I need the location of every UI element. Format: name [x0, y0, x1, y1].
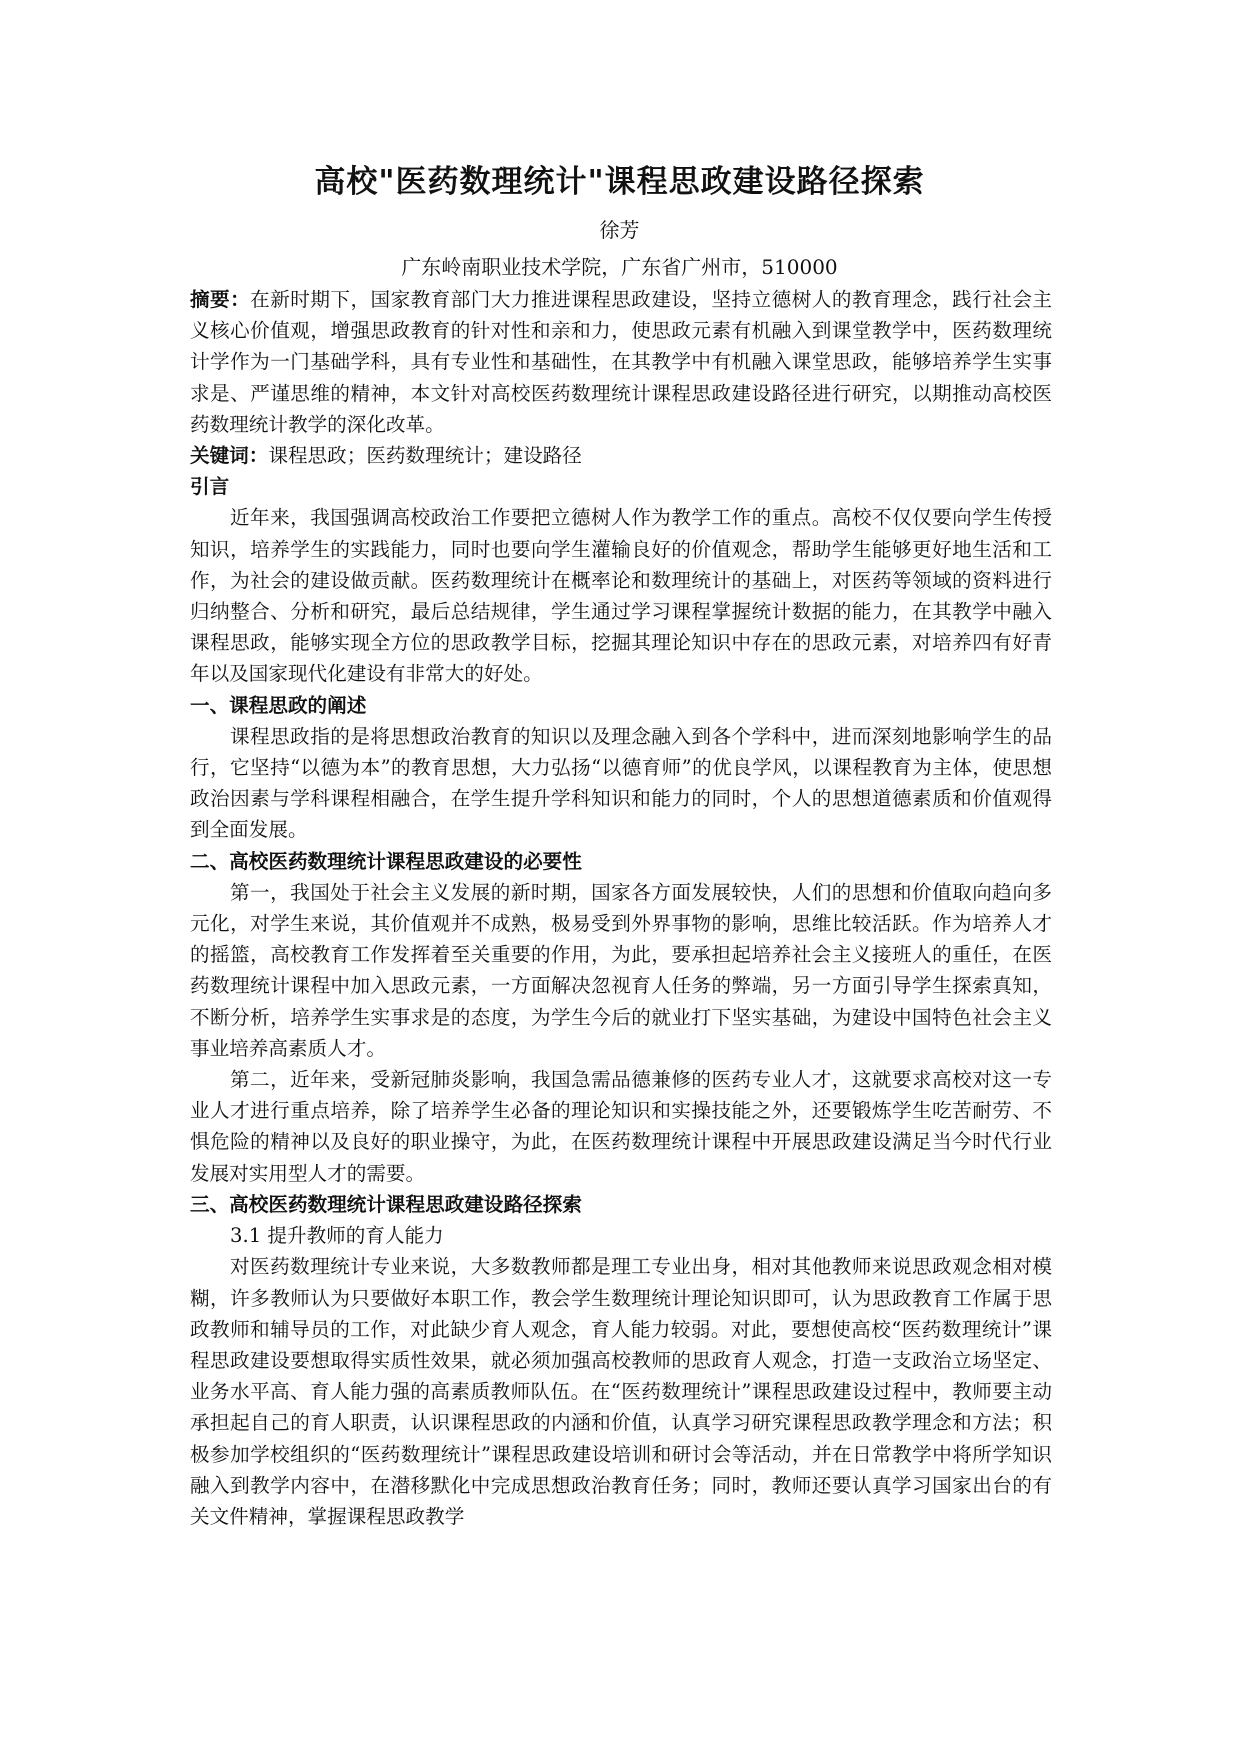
keywords	[190, 440, 1052, 471]
section-2-paragraph-1: 第一，我国处于社会主义发展的新时期，国家各方面发展较快，人们的思想和价值取向趋向多元化，对学生来说，其价值观并不成熟，极易受到外界事物的影响，思维比较活跃。作为培养人才的摇篮，高校教育工作发挥着至关重要的作用，为此，要承担起培养社会主义接班人的重任，在医药数理统计课程中加入思政元素，一方面解决忽视育人任务的弊端，另一方面引导学生探索真知，不断分析，培养学生实事求是的态度，为学生今后的就业打下坚实基础，为建设中国特色社会主义事业培养高素质人才。	[190, 880, 1052, 1060]
section-2-heading: 二、高校医药数理统计课程思政建设的必要性	[190, 849, 582, 873]
subsection-3-1-heading: 3.1 提升教师的育人能力	[230, 1224, 444, 1248]
abstract-text: 在新时期下，国家教育部门大力推进课程思政建设，坚持立德树人的教育理念，践行社会主义核心价值观，增强思政教育的针对性和亲和力，使思政元素有机融入到课堂教学中，医药数理统计学作为一门基础学科，具有专业性和基础性，在其教学中有机融入课堂思政，能够培养学生实事求是、严谨思维的精神，本文针对高校医药数理统计课程思政建设路径进行研究，以期推动高校医药数理统计教学的深化改革。	[190, 288, 1052, 436]
section-2-paragraph-2: 第二，近年来，受新冠肺炎影响，我国急需品德兼修的医药专业人才，这就要求高校对这一专业人才进行重点培养，除了培养学生必备的理论知识和实操技能之外，还要锻炼学生吃苦耐劳、不惧危险的精神以及良好的职业操守，为此，在医药数理统计课程中开展思政建设满足当今时代行业发展对实用型人才的需要。	[190, 1068, 1052, 1185]
keywords-label: 关键词：	[190, 444, 269, 468]
author-affiliation: 广东岭南职业技术学院，广东省广州市，510000	[401, 255, 838, 279]
author-name: 徐芳	[599, 218, 640, 242]
subsection-3-1-paragraph: 对医药数理统计专业来说，大多数教师都是理工专业出身，相对其他教师来说思政观念相对模糊，许多教师认为只要做好本职工作，教会学生数理统计理论知识即可，认为思政教育工作属于思政教师和辅导员的工作，对此缺少育人观念，育人能力较弱。对此，要想使高校“医药数理统计”课程思政建设要想取得实质性效果，就必须加强高校教师的思政育人观念，打造一支政治立场坚定、业务水平高、育人能力强的高素质教师队伍。在“医药数理统计”课程思政建设过程中，教师要主动承担起自己的育人职责，认识课程思政的内涵和价值，认真学习研究课程思政教学理念和方法；积极参加学校组织的“医药数理统计”课程思政建设培训和研讨会等活动，并在日常教学中将所学知识融入到教学内容中，在潜移默化中完成思想政治教育任务；同时，教师还要认真学习国家出台的有关文件精神，掌握课程思政教学	[190, 1255, 1052, 1528]
intro-heading: 引言	[190, 475, 230, 499]
paper-title: 高校"医药数理统计"课程思政建设路径探索	[314, 164, 925, 200]
intro-paragraph: 近年来，我国强调高校政治工作要把立德树人作为教学工作的重点。高校不仅仅要向学生传授知识，培养学生的实践能力，同时也要向学生灌输良好的价值观念，帮助学生能够更好地生活和工作，为社会的建设做贡献。医药数理统计在概率论和数理统计的基础上，对医药等领域的资料进行归纳整合、分析和研究，最后总结规律，学生通过学习课程掌握统计数据的能力，在其教学中融入课程思政，能够实现全方位的思政教学目标，挖掘其理论知识中存在的思政元素，对培养四有好青年以及国家现代化建设有非常大的好处。	[190, 506, 1052, 686]
keywords-text: 课程思政；医药数理统计；建设路径	[268, 444, 582, 468]
abstract-label: 摘要：	[190, 288, 251, 311]
section-3-heading: 三、高校医药数理统计课程思政建设路径探索	[190, 1192, 582, 1216]
paper-body	[190, 284, 1052, 1532]
abstract	[190, 284, 1052, 440]
section-1-heading: 一、课程思政的阐述	[190, 693, 367, 717]
section-1-paragraph: 课程思政指的是将思想政治教育的知识以及理念融入到各个学科中，进而深刻地影响学生的品行，它坚持“以德为本”的教育思想，大力弘扬“以德育师”的优良学风，以课程教育为主体，使思想政治因素与学科课程相融合，在学生提升学科知识和能力的同时，个人的思想道德素质和价值观得到全面发展。	[190, 724, 1052, 842]
